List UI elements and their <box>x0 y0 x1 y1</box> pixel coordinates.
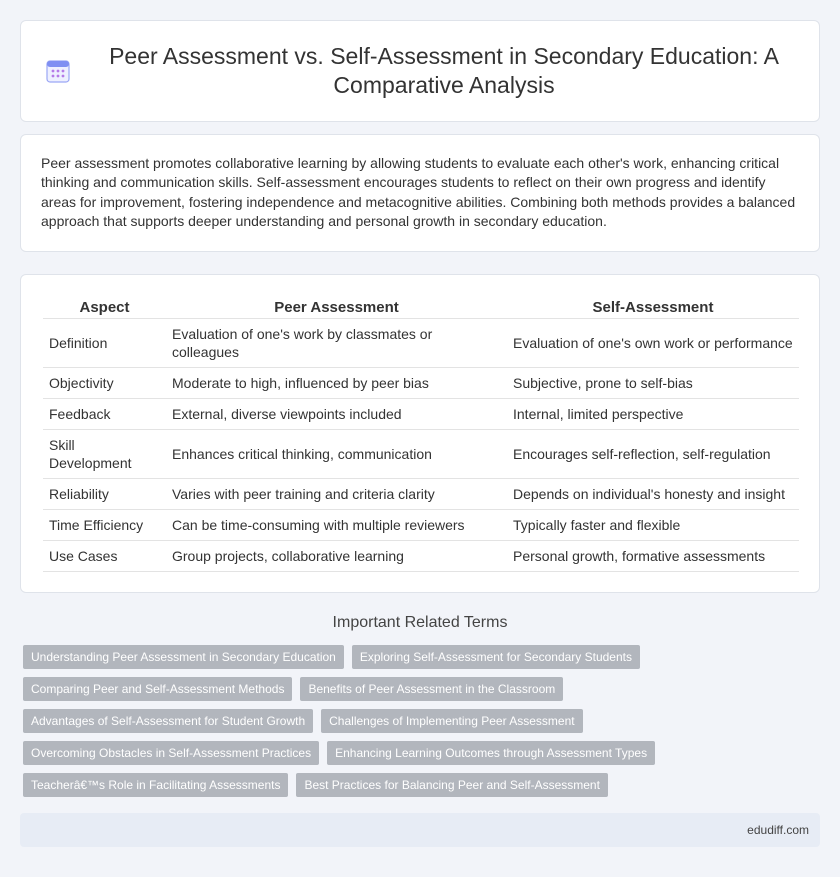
related-term-tag[interactable]: Advantages of Self-Assessment for Student Growth <box>23 709 313 733</box>
comparison-table <box>43 295 799 572</box>
table-row <box>43 479 799 510</box>
cell-self: Depends on individual's honesty and insight <box>507 479 799 510</box>
intro-card <box>20 134 820 252</box>
header-peer-assessment: Peer Assessment <box>166 295 507 319</box>
header-card <box>20 20 820 122</box>
related-term-tag[interactable]: Exploring Self-Assessment for Secondary Students <box>352 645 640 669</box>
comparison-table-card <box>20 274 820 593</box>
intro-paragraph: Peer assessment promotes collaborative learning by allowing students to evaluate each other's work, enhancing critical thinking and communication skills. Self-assessment encourages students to reflect on their own progress and identify areas for improvement, fostering independence and metacognitive abilities. Combining both methods provides a balanced approach that supports deeper understanding and personal growth in secondary education. <box>41 155 796 229</box>
cell-peer: Can be time-consuming with multiple reviewers <box>166 510 507 541</box>
cell-peer: Varies with peer training and criteria clarity <box>166 479 507 510</box>
cell-self: Subjective, prone to self-bias <box>507 368 799 399</box>
table-header-row <box>43 295 799 319</box>
cell-aspect: Feedback <box>43 399 166 430</box>
cell-aspect: Definition <box>43 319 166 368</box>
related-term-tag[interactable]: Understanding Peer Assessment in Secondary Education <box>23 645 344 669</box>
table-row <box>43 430 799 479</box>
table-row <box>43 368 799 399</box>
related-terms-heading: Important Related Terms <box>332 614 508 631</box>
cell-aspect: Use Cases <box>43 541 166 572</box>
table-row <box>43 399 799 430</box>
cell-aspect: Skill Development <box>43 430 166 479</box>
related-term-tag[interactable]: Teacherâ€™s Role in Facilitating Assessments <box>23 773 288 797</box>
related-term-tag[interactable]: Challenges of Implementing Peer Assessment <box>321 709 582 733</box>
header-aspect: Aspect <box>43 295 166 319</box>
table-row <box>43 319 799 368</box>
cell-peer: Enhances critical thinking, communication <box>166 430 507 479</box>
footer-site-link[interactable]: edudiff.com <box>747 823 809 837</box>
footer <box>20 813 820 847</box>
related-term-tag[interactable]: Comparing Peer and Self-Assessment Methods <box>23 677 292 701</box>
cell-aspect: Reliability <box>43 479 166 510</box>
cell-self: Personal growth, formative assessments <box>507 541 799 572</box>
cell-aspect: Objectivity <box>43 368 166 399</box>
page-title: Peer Assessment vs. Self-Assessment in Secondary Education: A Comparative Analysis <box>109 43 779 98</box>
cell-peer: Evaluation of one's work by classmates or colleagues <box>166 319 507 368</box>
cell-peer: External, diverse viewpoints included <box>166 399 507 430</box>
related-term-tag[interactable]: Best Practices for Balancing Peer and Self-Assessment <box>296 773 607 797</box>
cell-self: Evaluation of one's own work or performance <box>507 319 799 368</box>
related-terms-list <box>23 645 823 805</box>
cell-aspect: Time Efficiency <box>43 510 166 541</box>
cell-self: Encourages self-reflection, self-regulation <box>507 430 799 479</box>
related-term-tag[interactable]: Enhancing Learning Outcomes through Assessment Types <box>327 741 655 765</box>
cell-self: Typically faster and flexible <box>507 510 799 541</box>
related-term-tag[interactable]: Overcoming Obstacles in Self-Assessment Practices <box>23 741 319 765</box>
table-row <box>43 541 799 572</box>
cell-self: Internal, limited perspective <box>507 399 799 430</box>
table-row <box>43 510 799 541</box>
cell-peer: Moderate to high, influenced by peer bias <box>166 368 507 399</box>
cell-peer: Group projects, collaborative learning <box>166 541 507 572</box>
calendar-icon <box>45 58 71 84</box>
header-self-assessment: Self-Assessment <box>507 295 799 319</box>
related-term-tag[interactable]: Benefits of Peer Assessment in the Classroom <box>300 677 563 701</box>
